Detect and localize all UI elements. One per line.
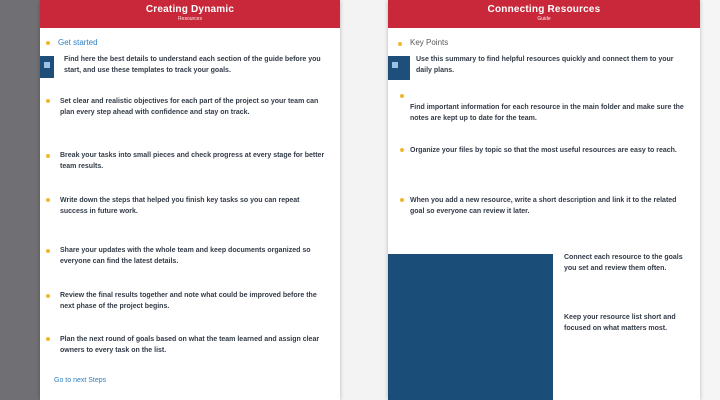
left-header-subtitle: Resources — [178, 16, 202, 22]
left-section-label[interactable]: Get started — [58, 38, 98, 47]
right-side-text-1: Connect each resource to the goals you set and review them often. — [564, 254, 683, 272]
bullet-icon — [46, 249, 50, 253]
left-page — [40, 0, 340, 400]
right-paragraph-2: Organize your files by topic so that the most useful resources are easy to reach. — [410, 147, 677, 154]
left-margin — [0, 0, 40, 400]
feature-image-block — [388, 254, 553, 400]
right-page-header — [388, 0, 700, 28]
bullet-icon — [46, 41, 50, 45]
right-intro-text: Use this summary to find helpful resources quickly and connect them to your daily plans. — [416, 56, 674, 74]
bullet-icon — [398, 42, 402, 46]
right-page — [388, 0, 700, 400]
left-paragraph-6: Plan the next round of goals based on what the team learned and assign clear owners to every task on the list. — [60, 336, 320, 354]
left-paragraph-4: Share your updates with the whole team and keep documents organized so everyone can find the latest details. — [60, 247, 311, 265]
left-intro-text: Find here the best details to understand each section of the guide before you start, and use these templates to track your goals. — [64, 56, 321, 74]
right-margin — [700, 0, 720, 400]
right-side-text-2: Keep your resource list short and focused on what matters most. — [564, 314, 676, 332]
bullet-icon — [46, 99, 50, 103]
thumbnail-icon — [40, 56, 54, 78]
right-paragraph-1: Find important information for each resource in the main folder and make sure the notes are kept up to date for the team. — [410, 104, 684, 122]
right-paragraph-3: When you add a new resource, write a short description and link it to the related goal so everyone can review it later. — [410, 197, 677, 215]
right-header-subtitle: Guide — [537, 16, 551, 22]
bullet-icon — [46, 294, 50, 298]
bullet-icon — [400, 148, 404, 152]
page-gap — [340, 0, 388, 400]
bullet-icon — [46, 198, 50, 202]
right-section-label: Key Points — [410, 38, 449, 47]
left-paragraph-3: Write down the steps that helped you finish key tasks so you can repeat success in future work. — [60, 197, 300, 215]
left-page-header — [40, 0, 340, 28]
left-paragraph-5: Review the final results together and note what could be improved before the next phase of the project begins. — [60, 292, 317, 310]
left-paragraph-2: Break your tasks into small pieces and check progress at every stage for better team results. — [60, 152, 325, 170]
bullet-icon — [46, 337, 50, 341]
bullet-icon — [400, 198, 404, 202]
bullet-icon — [46, 154, 50, 158]
left-paragraph-1: Set clear and realistic objectives for each part of the project so your team can plan every step ahead with confidence and stay on track. — [60, 98, 319, 116]
next-steps-link[interactable]: Go to next Steps — [54, 377, 107, 384]
left-header-title: Creating Dynamic — [145, 4, 235, 15]
thumbnail-icon — [388, 56, 410, 80]
bullet-icon — [400, 94, 404, 98]
right-header-title: Connecting Resources — [487, 4, 601, 15]
